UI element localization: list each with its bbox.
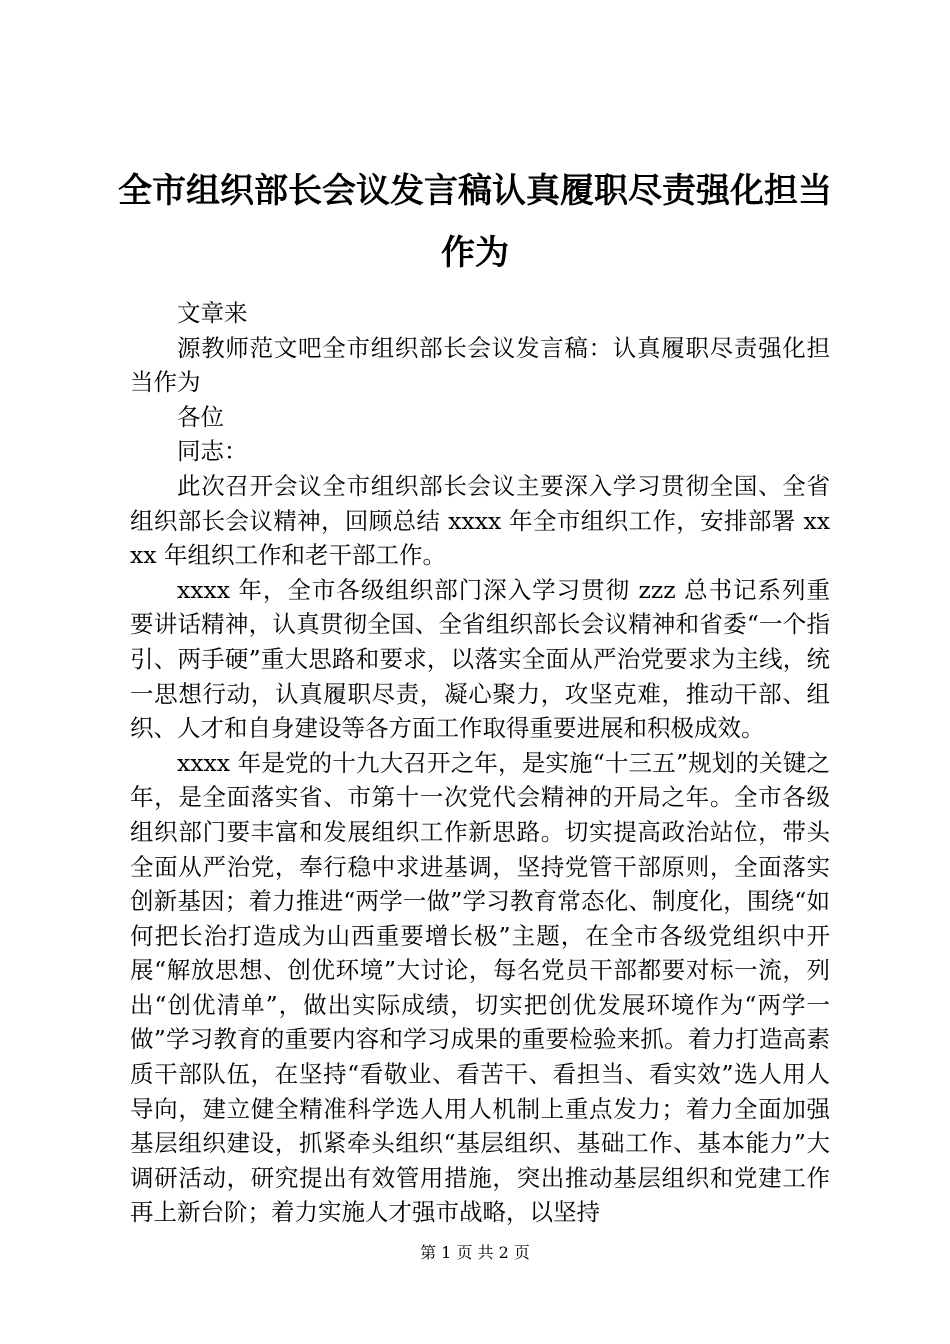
document-title: 全市组织部长会议发言稿认真履职尽责强化担当作为 [118,171,832,273]
paragraph: 各位 [177,402,224,431]
paragraph: 此次召开会议全市组织部长会议主要深入学习贯彻全国、全省组织部长会议精神，回顾总结 xxxx 年全市组织工作，安排部署 xxxx 年组织工作和老干部工作。 [130,471,830,570]
paragraph: 同志： [177,437,248,466]
page-footer: 第 1 页 共 2 页 [420,1243,530,1262]
paragraph: 源教师范文吧全市组织部长会议发言稿：认真履职尽责强化担当作为 [130,333,830,397]
paragraph: xxxx 年是党的十九大召开之年，是实施“十三五”规划的关键之年，是全面落实省、市第十一次党代会精神的开局之年。全市各级组织部门要丰富和发展组织工作新思路。切实提高政治站位，带头全面从严治党，奉行稳中求进基调，坚持党管干部原则，全面落实创新基因；着力推进“两学一做”学习教育常态化、制度化，围绕“如何把长治打造成为山西重要增长极”主题，在全市各级党组织中开展“解放思想、创优环境”大讨论，每名党员干部都要对标一流，列出“创优清单”，做出实际成绩，切实把创优发展环境作为“两学一做”学习教育的重要内容和学习成果的重要检验来抓。着力打造高素质干部队伍，在坚持“看敬业、看苦干、看担当、看实效”选人用人导向，建立健全精准科学选人用人机制上重点发力；着力全面加强基层组织建设，抓紧牵头组织“基层组织、基础工作、基本能力”大调研活动，研究提出有效管用措施，突出推动基层组织和党建工作再上新台阶；着力实施人才强市战略，以坚持 [130,748,830,1227]
paragraph: xxxx 年，全市各级组织部门深入学习贯彻 zzz 总书记系列重要讲话精神，认真贯彻全国、全省组织部长会议精神和省委“一个指引、两手硬”重大思路和要求，以落实全面从严治党要求为主线，统一思想行动，认真履职尽责，凝心聚力，攻坚克难，推动干部、组织、人才和自身建设等各方面工作取得重要进展和积极成效。 [130,575,830,743]
document-body [130,296,830,1230]
paragraph: 文章来 [177,299,248,327]
